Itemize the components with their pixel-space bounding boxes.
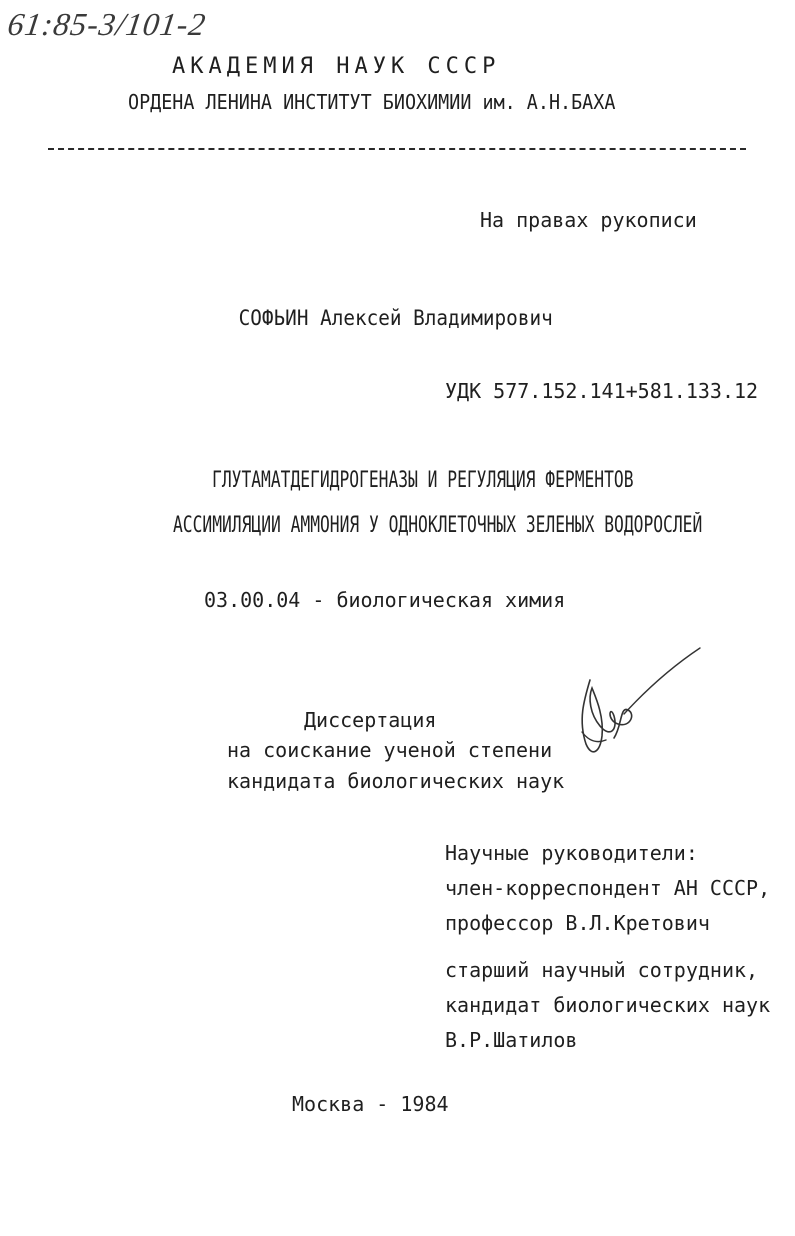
specialty-code: 03.00.04 - биологическая химия bbox=[204, 588, 566, 612]
institute-name: ОРДЕНА ЛЕНИНА ИНСТИТУТ БИОХИМИИ им. А.Н.БАХА bbox=[128, 90, 616, 114]
academy-name: АКАДЕМИЯ НАУК СССР bbox=[172, 54, 501, 79]
archive-catalog-number: 61:85-3/101-2 bbox=[5, 6, 209, 42]
supervisor-2-title: старший научный сотрудник, bbox=[445, 958, 759, 982]
udk-code: УДК 577.152.141+581.133.12 bbox=[445, 379, 759, 403]
supervisor-1-title: член-корреспондент АН СССР, bbox=[445, 876, 771, 900]
handwritten-signature bbox=[566, 640, 706, 770]
supervisor-1-name: профессор В.Л.Кретович bbox=[445, 911, 710, 935]
supervisor-2-degree: кандидат биологических наук bbox=[445, 993, 771, 1017]
dissertation-label: Диссертация bbox=[304, 708, 437, 732]
supervisors-heading: Научные руководители: bbox=[445, 841, 698, 865]
author-name: СОФЬИН Алексей Владимирович bbox=[238, 306, 553, 330]
city-year: Москва - 1984 bbox=[292, 1092, 449, 1116]
dissertation-title-line-1: ГЛУТАМАТДЕГИДРОГЕНАЗЫ И РЕГУЛЯЦИЯ ФЕРМЕНТОВ bbox=[212, 468, 634, 493]
manuscript-rights-note: На правах рукописи bbox=[480, 208, 697, 232]
degree-line-2: кандидата биологических наук bbox=[227, 769, 565, 793]
dissertation-title-line-2: АССИМИЛЯЦИИ АММОНИЯ У ОДНОКЛЕТОЧНЫХ ЗЕЛЕНЫХ ВОДОРОСЛЕЙ bbox=[172, 513, 703, 538]
header-divider bbox=[48, 148, 746, 150]
degree-line-1: на соискание ученой степени bbox=[227, 738, 553, 762]
supervisor-2-name: В.Р.Шатилов bbox=[445, 1028, 578, 1052]
